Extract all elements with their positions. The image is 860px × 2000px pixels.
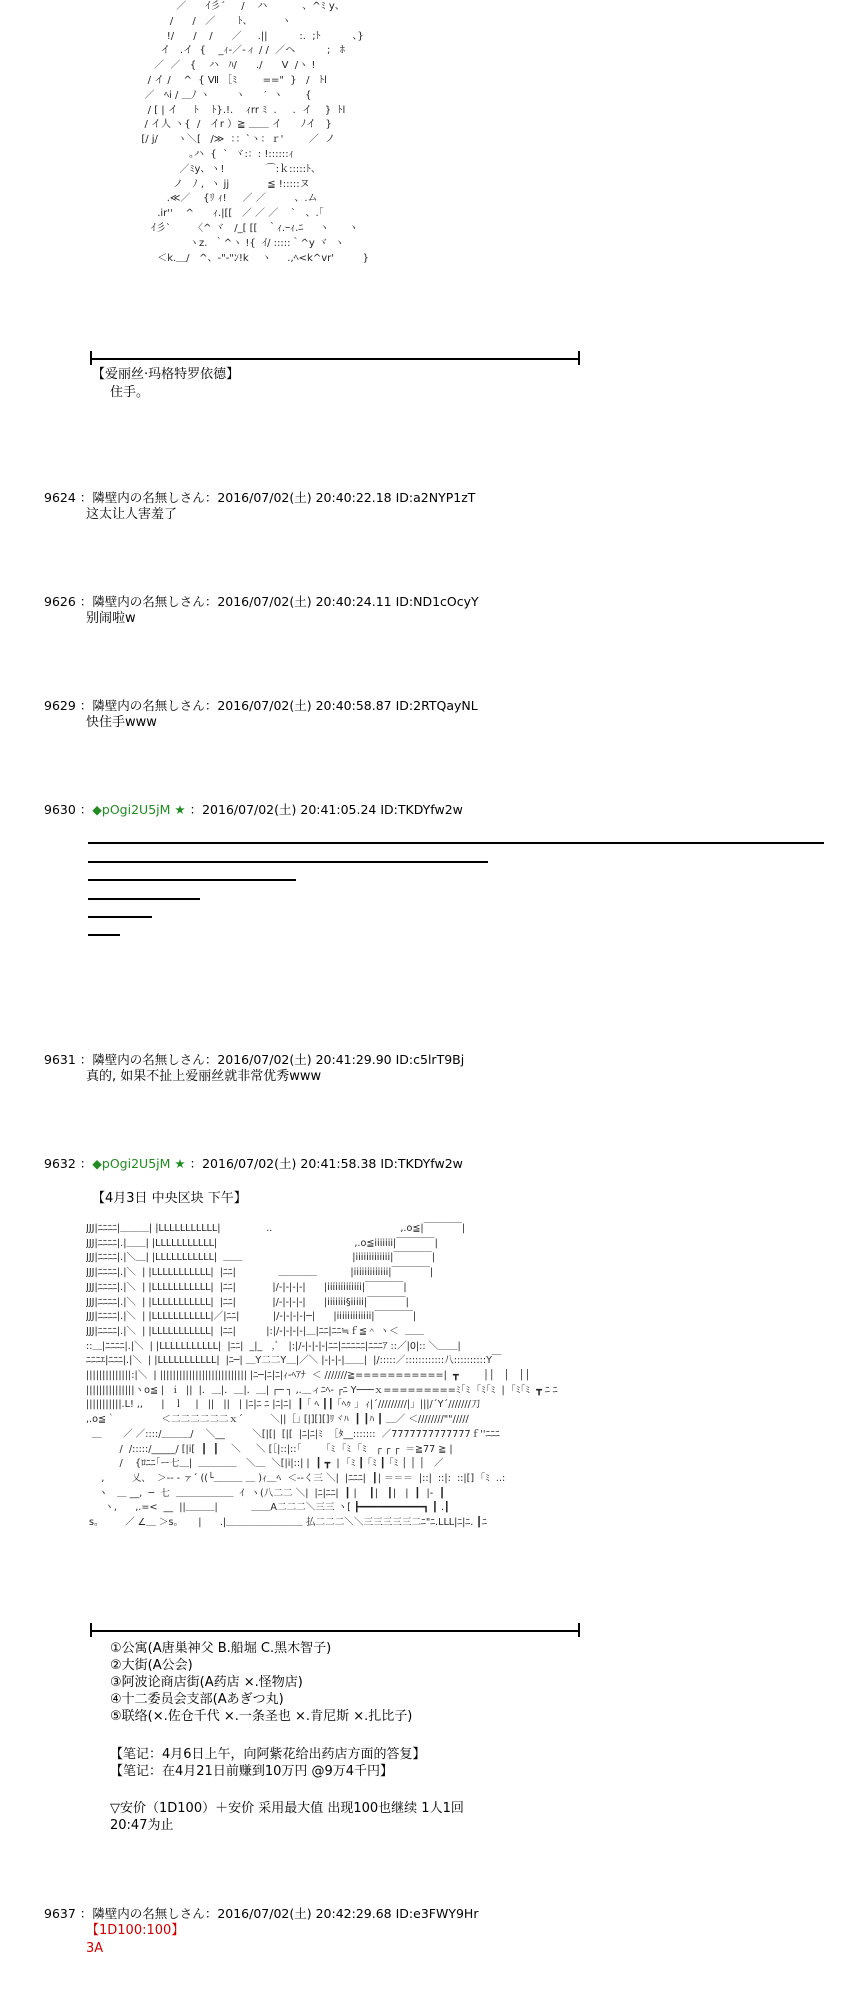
post-date: 2016/07/02(土) 20:40:22.18 (217, 490, 392, 505)
poster-id[interactable]: ID:c5lrT9Bj (395, 1052, 465, 1067)
post-date: 2016/07/02(土) 20:41:29.90 (217, 1052, 392, 1067)
notes (110, 1746, 426, 1780)
poster-name: 隣壁内の名無しさん (92, 594, 205, 609)
speaker-label: 【爱丽丝·玛格特罗依德】 (92, 367, 240, 382)
post-header: 9629 ：隣壁内の名無しさん：2016/07/02(土) 20:40:58.87 ID:2RTQayNL (44, 698, 478, 713)
divider-bar (88, 898, 200, 900)
choice-item: ⑤联络(×.佐仓千代 ×.一条圣也 ×.肯尼斯 ×.扎比子) (110, 1709, 413, 1724)
choice-item: ④十二委员会支部(Aあぎつ丸) (110, 1692, 284, 1707)
post-header: 9637 ：隣壁内の名無しさん：2016/07/02(土) 20:42:29.68 ID:e3FWY9Hr (44, 1906, 479, 1921)
poster-id[interactable]: ID:2RTQayNL (395, 698, 478, 713)
star-icon: ★ (174, 1156, 186, 1171)
ascii-art-character: ／ ｲ彡´ / ハ 、^ﾐ y、 / / ／ ﾄ、 ヽ !/ / / ／ .|| :. ;ﾄ 、} イ .イ { _ｨ-／-ィ / / ／ヘ ; ﾎ ／ ／ { ハ ﾊ/ ./ V /ヽ ! / イ / ^ { Ⅶ ［ﾐ ==" } / ﾄl ／ ﾍi / ＿ﾉ ヽ ヽ ′ ヽ { / [ | イ ﾄ ﾄ}.!. ｨrr ﾐ . . イ } ﾄl / イ人 ヽ{ / イr ）≧ ＿＿ イ ﾉイ } [/ j/ ヽ＼[ /≫ ：：`ヽ：ｒ' ／ ノ ｡ハ { ` ヾ:：: !::::::ｨ ／ﾐy、ヽ! ⌒:ｋ:::::ﾄ、 ノ ﾉ , ヽ jj ≦ !:::::ヌ .≪／ {ﾘ ｨ! ／ ／ 、.ム .ir'' ^ ｨ.|[[ ／ ／ ／ ` 、.｢ ｲ彡` 〈^ ヾ /_[ [[ ｀ｨ.ｰｨ.ﾆ ヽ ヽ ヽz. ｀^ヽ !{ ｲ/ :::::｀^y ヾ ヽ ＜k.＿/ ^、‐"‐"ﾝ!k ヽ .,ﾍ<k^vr' } (141, 1, 369, 264)
frame-rule (90, 358, 580, 360)
post-date: 2016/07/02(土) 20:40:24.11 (217, 594, 392, 609)
note-line: 【笔记：4月6日上午，向阿紫花给出药店方面的答复】 (110, 1747, 426, 1762)
divider-bar (88, 934, 120, 936)
choice-item: ③阿波论商店街(A药店 ×.怪物店) (110, 1675, 303, 1690)
divider-bar (88, 842, 824, 844)
post-date: 2016/07/02(土) 20:41:58.38 (202, 1156, 377, 1171)
speaker-line: 住手。 (110, 385, 150, 400)
post-number[interactable]: 9629 (44, 698, 76, 713)
post-header: 9626 ：隣壁内の名無しさん：2016/07/02(土) 20:40:24.11 ID:ND1cOcyY (44, 594, 479, 609)
post-number[interactable]: 9631 (44, 1052, 76, 1067)
divider-bar (88, 879, 296, 881)
post-header: 9632 ：◆pOgi2U5jM ★ ：2016/07/02(土) 20:41:58.38 ID:TKDYfw2w (44, 1156, 463, 1171)
choice-list (110, 1640, 412, 1725)
frame-rule (90, 1630, 580, 1632)
poster-name: 隣壁内の名無しさん (92, 1906, 205, 1921)
post-date: 2016/07/02(土) 20:41:05.24 (202, 802, 377, 817)
dice-roll: 【1D100:100】 (86, 1923, 185, 1938)
post-body: 这太让人害羞了 (86, 507, 178, 522)
post-body: 真的, 如果不扯上爱丽丝就非常优秀www (86, 1069, 322, 1084)
post-number[interactable]: 9624 (44, 490, 76, 505)
poster-name: 隣壁内の名無しさん (92, 1052, 205, 1067)
rule-line: 20:47为止 (110, 1818, 174, 1833)
poster-name: 隣壁内の名無しさん (92, 490, 205, 505)
post-number[interactable]: 9626 (44, 594, 76, 609)
poster-id[interactable]: ID:a2NYP1zT (395, 490, 476, 505)
poster-id[interactable]: ID:TKDYfw2w (380, 802, 463, 817)
scene-title: 【4月3日 中央区块 下午】 (92, 1191, 247, 1206)
ascii-art-cityscape: JJJ|ﾆﾆﾆﾆ|＿＿＿| |LLLLLLLLLLL| .. ,.o≦|￣￣￣￣| JJJ|ﾆﾆﾆﾆ|.|＿＿| |LLLLLLLLLLL| ,.o≦iiiiiii|￣￣￣￣| JJJ|ﾆﾆﾆﾆ|.|＼＿| |LLLLLLLLLLL| ＿＿ |iiiiiiiiiiiii|￣￣￣￣| JJJ|ﾆﾆﾆﾆ|.|＼ | |LLLLLLLLLLL| |ﾆﾆ| ＿＿＿＿ |iiiiiiiiiiiii|￣￣￣￣| JJJ|ﾆﾆﾆﾆ|.|＼ | |LLLLLLLLLLL| |ﾆﾆ| |/-|-|-|-| |iiiiiiiiiiiii|￣￣￣￣| JJJ|ﾆﾆﾆﾆ|.|＼ | |LLLLLLLLLLL| |ﾆﾆ| |/-|-|-|-| |iiiiiii§iiiii|￣￣￣￣| JJJ|ﾆﾆﾆﾆ|.|＼ | |LLLLLLLLLLL|／|ﾆﾆ| |/-|-|-|-|─| |iiiiiiiiiiiii|￣￣￣￣| JJJ|ﾆﾆﾆﾆ|.|＼ | |LLLLLLLLLLL| |ﾆﾆ| |:|/-|-|-|-|＿|ﾆﾆ|ﾆﾆ≒ｆ≦＾ ヽ＜ ＿＿ ::＿|ﾆﾆﾆﾆ|.|＼ | |LLLLLLLLLLL| |ﾆﾆ| _|_ ,ﾞ |:|/-|-|-|-|ﾆﾆ|ﾆﾆﾆﾆﾆ|ﾆﾆﾆｱ ::／|0|:: ＼＿＿| ﾆﾆﾆｴ|ﾆﾆﾆ|.|＼ | |LLLLLLLLLLL| |ﾆ─| ＿Y二二Y＿|／＼ |-|-|-|＿＿| |/:::::／::::::::::::八::::::::::Y￣ ||||||||||||||:|＼ | ||||||||||||||||||||||||||| |ﾆ─|ﾆ|ﾆ|ｨ-ﾍｱﾅ ＜ ///////≧===========| ┳ ││ │ ││ |||||||||||||||ヽo≦ | ｉ || |．＿|．＿|．＿| ┌─ ┐ ,.＿ィﾆﾍ- ┌ﾆ Y───ｘ=========ﾐ｢ﾐ ｢ﾐ｢ﾐ | ｢ﾐ｢ﾐ ┳ ﾆ ﾆ |||||||||||.L! ,, | ｌ | || || | |ﾆ|ﾆ ﾆ |ﾆ|ﾆ| ┃ ｢ ﾍ ┃┃ ｢ﾍｩ ｣ ｨ|´/////////|」|||/´Y´///////刀 ,.o≦｀ ＜二二二二二二ｘ´ ＼||［｣ [|][][]ﾘヾﾊ ┃ ┃ﾊ ┃ ＿／ ＜////////""///// ＿ ／ ／::::/＿＿＿/ ＼__ ＼[|[| [|[ |ﾆ|ﾆ|ﾐ ［ﾀ__::::::: ／7777777777777ｆ''ﾆﾆﾆ / /:::::/_____/ [|i[ ┃ ┃ ＼ ＼ [［|::|::｢ ｢ﾐ ｢ﾐ ｢ﾐ ┌ ┌ ┌ ＝≧77 ≧ | / {ﾛﾆﾆ｢ー七＿| ＿＿＿＿ ＼＿ ＼[|i|::| | ┃ ┳ | ｢ﾐ ┃ ｢ﾐ ┃ ｢ﾐ │ │ │ ／ , 乂、 ＞-- - ァ´ ((└＿＿＿ ＿ )ｨ＿ﾍ ＜--く三 ＼| |ﾆﾆﾆ| ┃| ＝＝＝ |::| ::|: ::|[] ｢ﾐ ..: ヽ ＿ __, ─ 七 ＿＿＿＿＿＿ ｲ ヽ(八二二 ＼| |ﾆ|ﾆﾆ| ┃ | ┃| ┃| | ┃ |- ┃ ヽ, ,.=< __ ||＿＿＿| ＿＿A二二二＼三三 ヽ[ ┣━━━━━━━━━━━┓ ┃ .┃ s。 ／ ∠＿ ＞s。 | .|＿＿＿＿＿＿＿＿ 払二二二＼＼三三三三三二ﾆ"ﾆ.LLL|ﾆ|ﾆ. ┃ﾆ (86, 1223, 558, 1529)
poster-id[interactable]: ID:TKDYfw2w (380, 1156, 463, 1171)
frame-rule-right-tick (578, 1623, 580, 1637)
post-body: 快住手www (86, 715, 157, 730)
note-line: 【笔记：在4月21日前赚到10万円 @9万4千円】 (110, 1764, 394, 1779)
post-body: 3A (86, 1941, 104, 1956)
anchor-rules (110, 1800, 464, 1834)
post-date: 2016/07/02(土) 20:42:29.68 (217, 1906, 392, 1921)
post-header: 9631 ：隣壁内の名無しさん：2016/07/02(土) 20:41:29.90 ID:c5lrT9Bj (44, 1052, 465, 1067)
post-date: 2016/07/02(土) 20:40:58.87 (217, 698, 392, 713)
rule-line: ▽安价（1D100）＋安价 采用最大值 出现100也继续 1人1回 (110, 1801, 464, 1816)
choice-item: ②大街(A公会) (110, 1658, 193, 1673)
choice-item: ①公寓(A唐巣神父 B.船堀 C.黑木智子) (110, 1641, 332, 1656)
divider-bar (88, 916, 152, 918)
post-header: 9624 ：隣壁内の名無しさん：2016/07/02(土) 20:40:22.18 ID:a2NYP1zT (44, 490, 476, 505)
frame-rule-left-tick (90, 351, 92, 365)
poster-id[interactable]: ID:e3FWY9Hr (395, 1906, 479, 1921)
frame-rule-left-tick (90, 1623, 92, 1637)
post-body: 别闹啦w (86, 611, 136, 626)
post-number[interactable]: 9630 (44, 802, 76, 817)
poster-trip: ◆pOgi2U5jM (92, 802, 171, 817)
star-icon: ★ (174, 802, 186, 817)
post-header: 9630 ：◆pOgi2U5jM ★ ：2016/07/02(土) 20:41:05.24 ID:TKDYfw2w (44, 802, 463, 817)
divider-bar (88, 861, 488, 863)
frame-rule-right-tick (578, 351, 580, 365)
post-number[interactable]: 9632 (44, 1156, 76, 1171)
post-number[interactable]: 9637 (44, 1906, 76, 1921)
poster-trip: ◆pOgi2U5jM (92, 1156, 171, 1171)
poster-name: 隣壁内の名無しさん (92, 698, 205, 713)
poster-id[interactable]: ID:ND1cOcyY (395, 594, 479, 609)
